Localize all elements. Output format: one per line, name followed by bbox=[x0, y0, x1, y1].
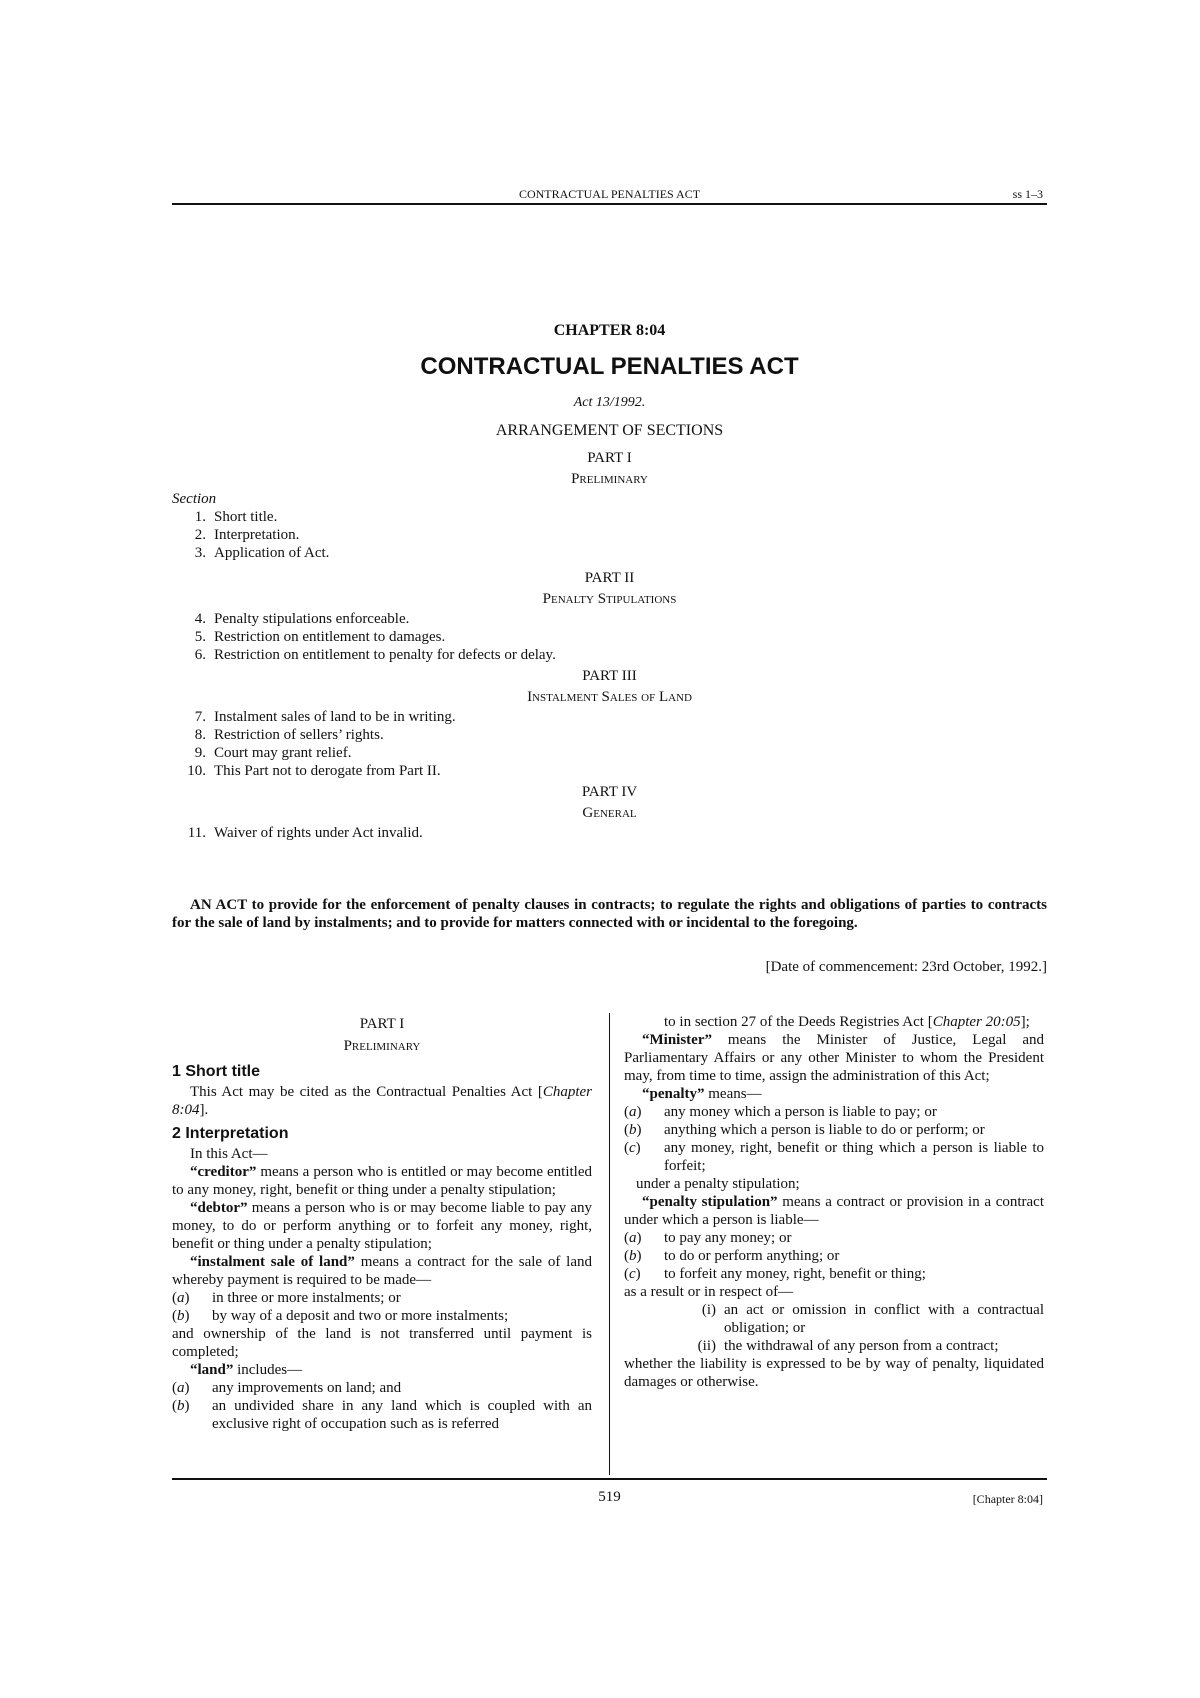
paragraph-text: to pay any money; or bbox=[664, 1230, 792, 1246]
toc-entry-text: Short title. bbox=[214, 509, 278, 525]
subparagraph-label: (i) bbox=[701, 1302, 716, 1318]
footer-rule bbox=[172, 1478, 1047, 1480]
toc-entry bbox=[172, 646, 1047, 664]
section-1-heading: 1 Short title bbox=[172, 1063, 261, 1080]
running-header bbox=[172, 185, 1047, 205]
defined-term: “creditor” bbox=[190, 1164, 257, 1180]
toc-entry-number: 2. bbox=[194, 527, 206, 543]
definition-penalty bbox=[624, 1085, 1044, 1103]
toc-part-number: PART II bbox=[584, 570, 635, 586]
toc-entry-text: Penalty stipulations enforceable. bbox=[214, 611, 410, 627]
paragraph-c bbox=[624, 1139, 1044, 1175]
section-1-text-part: This Act may be cited as the Contractual Penalties Act [ bbox=[190, 1084, 543, 1100]
defined-term: “penalty” bbox=[642, 1086, 705, 1102]
toc-entry-number: 3. bbox=[194, 545, 206, 561]
toc-entry bbox=[172, 628, 1047, 646]
chapter-citation: Chapter 20:05 bbox=[932, 1014, 1021, 1030]
paragraph-a bbox=[172, 1379, 592, 1397]
toc-part-number: PART III bbox=[582, 668, 637, 684]
paragraph-text: to forfeit any money, right, benefit or thing; bbox=[664, 1266, 926, 1282]
toc-entry-text: Court may grant relief. bbox=[214, 745, 352, 761]
defined-term: “penalty stipulation” bbox=[642, 1194, 778, 1210]
toc-section-label: Section bbox=[172, 491, 217, 507]
arrangement-heading: ARRANGEMENT OF SECTIONS bbox=[495, 422, 724, 439]
paragraph-b bbox=[624, 1247, 1044, 1265]
paragraph-label: (a) bbox=[624, 1104, 642, 1120]
toc-entry bbox=[172, 610, 1047, 628]
page-number: 519 bbox=[598, 1489, 621, 1505]
toc-entry bbox=[172, 708, 1047, 726]
subparagraph-i bbox=[624, 1301, 1044, 1337]
column-divider bbox=[609, 1013, 610, 1475]
toc-part-number: PART IV bbox=[581, 784, 638, 800]
paragraph-text: anything which a person is liable to do or perform; or bbox=[664, 1122, 985, 1138]
definition-debtor bbox=[172, 1199, 592, 1253]
section-1-text-end: ]. bbox=[199, 1102, 209, 1118]
toc-entry-text: Restriction on entitlement to penalty for defects or delay. bbox=[214, 647, 556, 663]
paragraph-label: (b) bbox=[624, 1248, 642, 1264]
section-2-heading: 2 Interpretation bbox=[172, 1125, 289, 1142]
subparagraph-ii bbox=[624, 1337, 1044, 1355]
chapter-citation: Chapter 8:04 bbox=[172, 1084, 592, 1118]
paragraph-label: (b) bbox=[624, 1122, 642, 1138]
toc-part-number: PART I bbox=[587, 450, 632, 466]
toc-entry bbox=[172, 744, 1047, 762]
commencement-date: [Date of commencement: 23rd October, 1992.] bbox=[765, 959, 1047, 975]
long-title: AN ACT to provide for the enforcement of penalty clauses in contracts; to regulate the rights and obligations of parties to contracts for the sale of land by instalments; and to provide for matters connected with or incidental to the foregoing. bbox=[172, 897, 1047, 931]
definition-tail: and ownership of the land is not transferred until payment is completed; bbox=[172, 1326, 592, 1360]
toc-entry bbox=[172, 544, 1047, 562]
toc-entry-text: Restriction of sellers’ rights. bbox=[214, 727, 384, 743]
definition-text: means a person who is entitled or may become entitled to any money, right, benefit or thing under a penalty stipulation; bbox=[172, 1164, 592, 1198]
definition-land bbox=[172, 1361, 592, 1379]
toc-entry-number: 6. bbox=[194, 647, 206, 663]
paragraph-text: any improvements on land; and bbox=[212, 1380, 402, 1396]
definition-text: includes— bbox=[233, 1362, 303, 1378]
definition-instalment-sale bbox=[172, 1253, 592, 1289]
definition-creditor bbox=[172, 1163, 592, 1199]
table-of-contents bbox=[172, 448, 1047, 842]
body-part-title: Preliminary bbox=[343, 1038, 421, 1054]
continuation-end: ]; bbox=[1020, 1014, 1030, 1030]
paragraph-c bbox=[624, 1265, 1044, 1283]
subparagraph-text: the withdrawal of any person from a contract; bbox=[724, 1338, 999, 1354]
toc-entry-number: 4. bbox=[194, 611, 206, 627]
chapter-reference: [Chapter 8:04] bbox=[972, 1492, 1043, 1506]
paragraph-text: in three or more instalments; or bbox=[212, 1290, 401, 1306]
toc-entry-number: 10. bbox=[187, 763, 206, 779]
act-number: Act 13/1992. bbox=[573, 395, 646, 410]
body-left-column bbox=[172, 1013, 592, 1433]
definition-text: means a contract for the sale of land whereby payment is required to be made— bbox=[172, 1254, 592, 1288]
section-1-text bbox=[172, 1083, 592, 1119]
continuation-text: to in section 27 of the Deeds Registries Act [ bbox=[664, 1014, 933, 1030]
paragraph-b bbox=[172, 1397, 592, 1433]
paragraph-text: any money, right, benefit or thing which a person is liable to forfeit; bbox=[664, 1140, 1044, 1174]
toc-entry-text: This Part not to derogate from Part II. bbox=[214, 763, 441, 779]
section-range: ss 1–3 bbox=[1012, 187, 1043, 201]
toc-entry bbox=[172, 526, 1047, 544]
paragraph-text: any money which a person is liable to pay; or bbox=[664, 1104, 937, 1120]
toc-entry-text: Application of Act. bbox=[214, 545, 330, 561]
subparagraph-label: (ii) bbox=[697, 1338, 716, 1354]
toc-entry-number: 7. bbox=[194, 709, 206, 725]
toc-entry-number: 8. bbox=[194, 727, 206, 743]
paragraph-label: (b) bbox=[172, 1308, 190, 1324]
paragraph-a bbox=[172, 1289, 592, 1307]
act-title: CONTRACTUAL PENALTIES ACT bbox=[420, 353, 799, 380]
paragraph-label: (a) bbox=[172, 1290, 190, 1306]
paragraph-text: to do or perform anything; or bbox=[664, 1248, 840, 1264]
subparagraph-text: an act or omission in conflict with a contractual obligation; or bbox=[724, 1302, 1044, 1336]
defined-term: “debtor” bbox=[190, 1200, 248, 1216]
toc-part-title: Penalty Stipulations bbox=[542, 591, 677, 607]
toc-entry-number: 9. bbox=[194, 745, 206, 761]
body-part-number: PART I bbox=[359, 1016, 405, 1032]
definition-penalty-stipulation bbox=[624, 1193, 1044, 1229]
paragraph-text: an undivided share in any land which is coupled with an exclusive right of occupation such as is referred bbox=[212, 1398, 592, 1432]
toc-entry-text: Instalment sales of land to be in writing. bbox=[214, 709, 456, 725]
toc-entry-text: Interpretation. bbox=[214, 527, 300, 543]
paragraph-a bbox=[624, 1229, 1044, 1247]
paragraph-b bbox=[624, 1121, 1044, 1139]
toc-entry-text: Waiver of rights under Act invalid. bbox=[214, 825, 423, 841]
definition-tail: whether the liability is expressed to be by way of penalty, liquidated damages or otherwise. bbox=[624, 1356, 1044, 1390]
toc-entry bbox=[172, 508, 1047, 526]
defined-term: “Minister” bbox=[642, 1032, 712, 1048]
toc-entry-number: 5. bbox=[194, 629, 206, 645]
section-2-intro: In this Act— bbox=[190, 1146, 268, 1162]
definition-tail: under a penalty stipulation; bbox=[636, 1176, 800, 1192]
paragraph-label: (c) bbox=[624, 1266, 641, 1282]
paragraph-label: (a) bbox=[624, 1230, 642, 1246]
toc-entry-number: 1. bbox=[194, 509, 206, 525]
definition-text: means a contract or provision in a contract under which a person is liable— bbox=[624, 1194, 1044, 1228]
chapter-number: CHAPTER 8:04 bbox=[553, 322, 666, 339]
toc-entry bbox=[172, 726, 1047, 744]
definition-text: means a person who is or may become liable to pay any money, to do or perform anything or to forfeit any money, right, benefit or thing under a penalty stipulation; bbox=[172, 1200, 592, 1252]
paragraph-continuation bbox=[624, 1013, 1044, 1031]
definition-minister bbox=[624, 1031, 1044, 1085]
toc-entry-number: 11. bbox=[187, 825, 206, 841]
paragraph-label: (c) bbox=[624, 1140, 641, 1156]
paragraph-label: (a) bbox=[172, 1380, 190, 1396]
result-clause: as a result or in respect of— bbox=[624, 1284, 794, 1300]
toc-entry bbox=[172, 762, 1047, 780]
toc-part-title: Instalment Sales of Land bbox=[527, 689, 692, 705]
defined-term: “land” bbox=[190, 1362, 234, 1378]
toc-entry bbox=[172, 824, 1047, 842]
paragraph-text: by way of a deposit and two or more instalments; bbox=[212, 1308, 509, 1324]
running-title: CONTRACTUAL PENALTIES ACT bbox=[518, 187, 701, 201]
defined-term: “instalment sale of land” bbox=[190, 1254, 355, 1270]
toc-part-title: General bbox=[582, 805, 637, 821]
paragraph-a bbox=[624, 1103, 1044, 1121]
toc-entry-text: Restriction on entitlement to damages. bbox=[214, 629, 446, 645]
definition-text: means— bbox=[704, 1086, 762, 1102]
body-right-column bbox=[624, 1013, 1044, 1391]
paragraph-label: (b) bbox=[172, 1398, 190, 1414]
paragraph-b bbox=[172, 1307, 592, 1325]
toc-part-title: Preliminary bbox=[571, 471, 648, 487]
definition-text: means the Minister of Justice, Legal and Parliamentary Affairs or any other Minister to whom the President may, from time to time, assign the administration of this Act; bbox=[624, 1032, 1044, 1084]
